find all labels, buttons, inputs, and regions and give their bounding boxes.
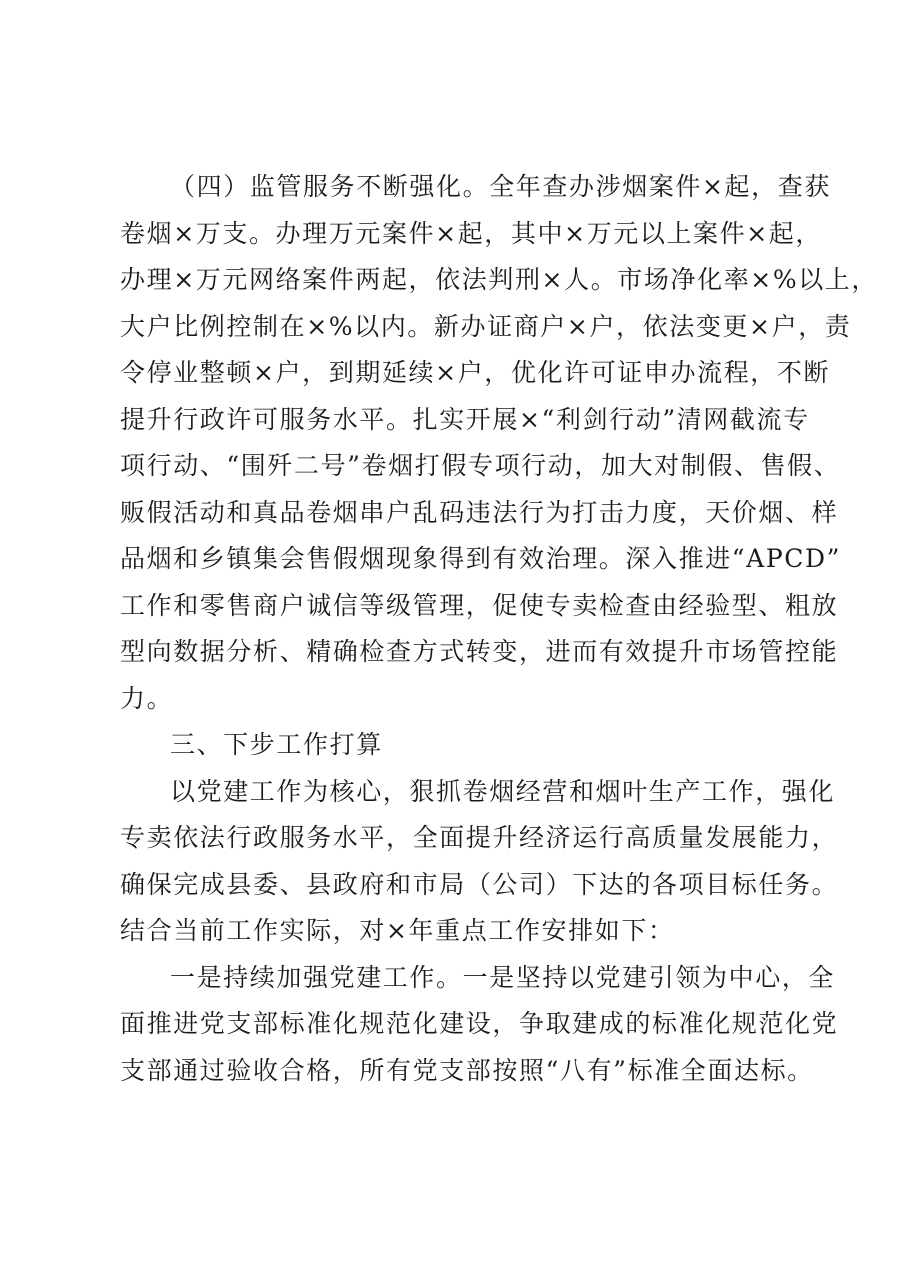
- document-body: [120, 164, 878, 1094]
- text-line: 项行动、“围歼二号”卷烟打假专项行动，加大对制假、售假、: [120, 451, 841, 480]
- text-line: 确保完成县委、县政府和市局（公司）下达的各项目标任务。: [120, 869, 839, 899]
- text-line: 一是持续加强党建工作。一是坚持以党建引领为中心，全: [170, 962, 836, 992]
- text-line: 品烟和乡镇集会售假烟现象得到有效治理。深入推进“APCD”: [120, 544, 842, 573]
- text-line: 面推进党支部标准化规范化建设，争取建成的标准化规范化党: [120, 1009, 839, 1038]
- text-line: 型向数据分析、精确检查方式转变，进而有效提升市场管控能: [120, 637, 839, 666]
- text-line: 专卖依法行政服务水平，全面提升经济运行高质量发展能力，: [120, 823, 839, 852]
- text-line: （四）监管服务不断强化。全年查办涉烟案件×起，查获: [170, 172, 831, 201]
- paragraph-supervision: [120, 164, 878, 722]
- text-line: 卷烟×万支。办理万元案件×起，其中×万元以上案件×起，: [120, 218, 822, 248]
- text-line: 贩假活动和真品卷烟串户乱码违法行为打击力度，天价烟、样: [120, 497, 839, 527]
- text-line: 以党建工作为核心，狠抓卷烟经营和烟叶生产工作，强化: [170, 776, 836, 806]
- paragraph-party-building: [120, 955, 839, 1095]
- text-line: 大户比例控制在×%以内。新办证商户×户，依法变更×户，责: [120, 311, 852, 341]
- paragraph-plan-intro: [120, 769, 839, 955]
- text-line: 力。: [120, 683, 174, 713]
- text-line: 结合当前工作实际，对×年重点工作安排如下：: [120, 916, 675, 945]
- text-line: 工作和零售商户诚信等级管理，促使专卖检查由经验型、粗放: [120, 590, 839, 620]
- text-line: 令停业整顿×户，到期延续×户，优化许可证申办流程，不断: [120, 358, 831, 387]
- section-heading: 三、下步工作打算: [170, 730, 383, 759]
- text-line: 提升行政许可服务水平。扎实开展×“利剑行动”清网截流专: [120, 404, 810, 434]
- text-line: 办理×万元网络案件两起，依法判刑×人。市场净化率×%以上，: [120, 265, 878, 294]
- text-line: 支部通过验收合格，所有党支部按照“八有”标准全面达标。: [120, 1055, 814, 1085]
